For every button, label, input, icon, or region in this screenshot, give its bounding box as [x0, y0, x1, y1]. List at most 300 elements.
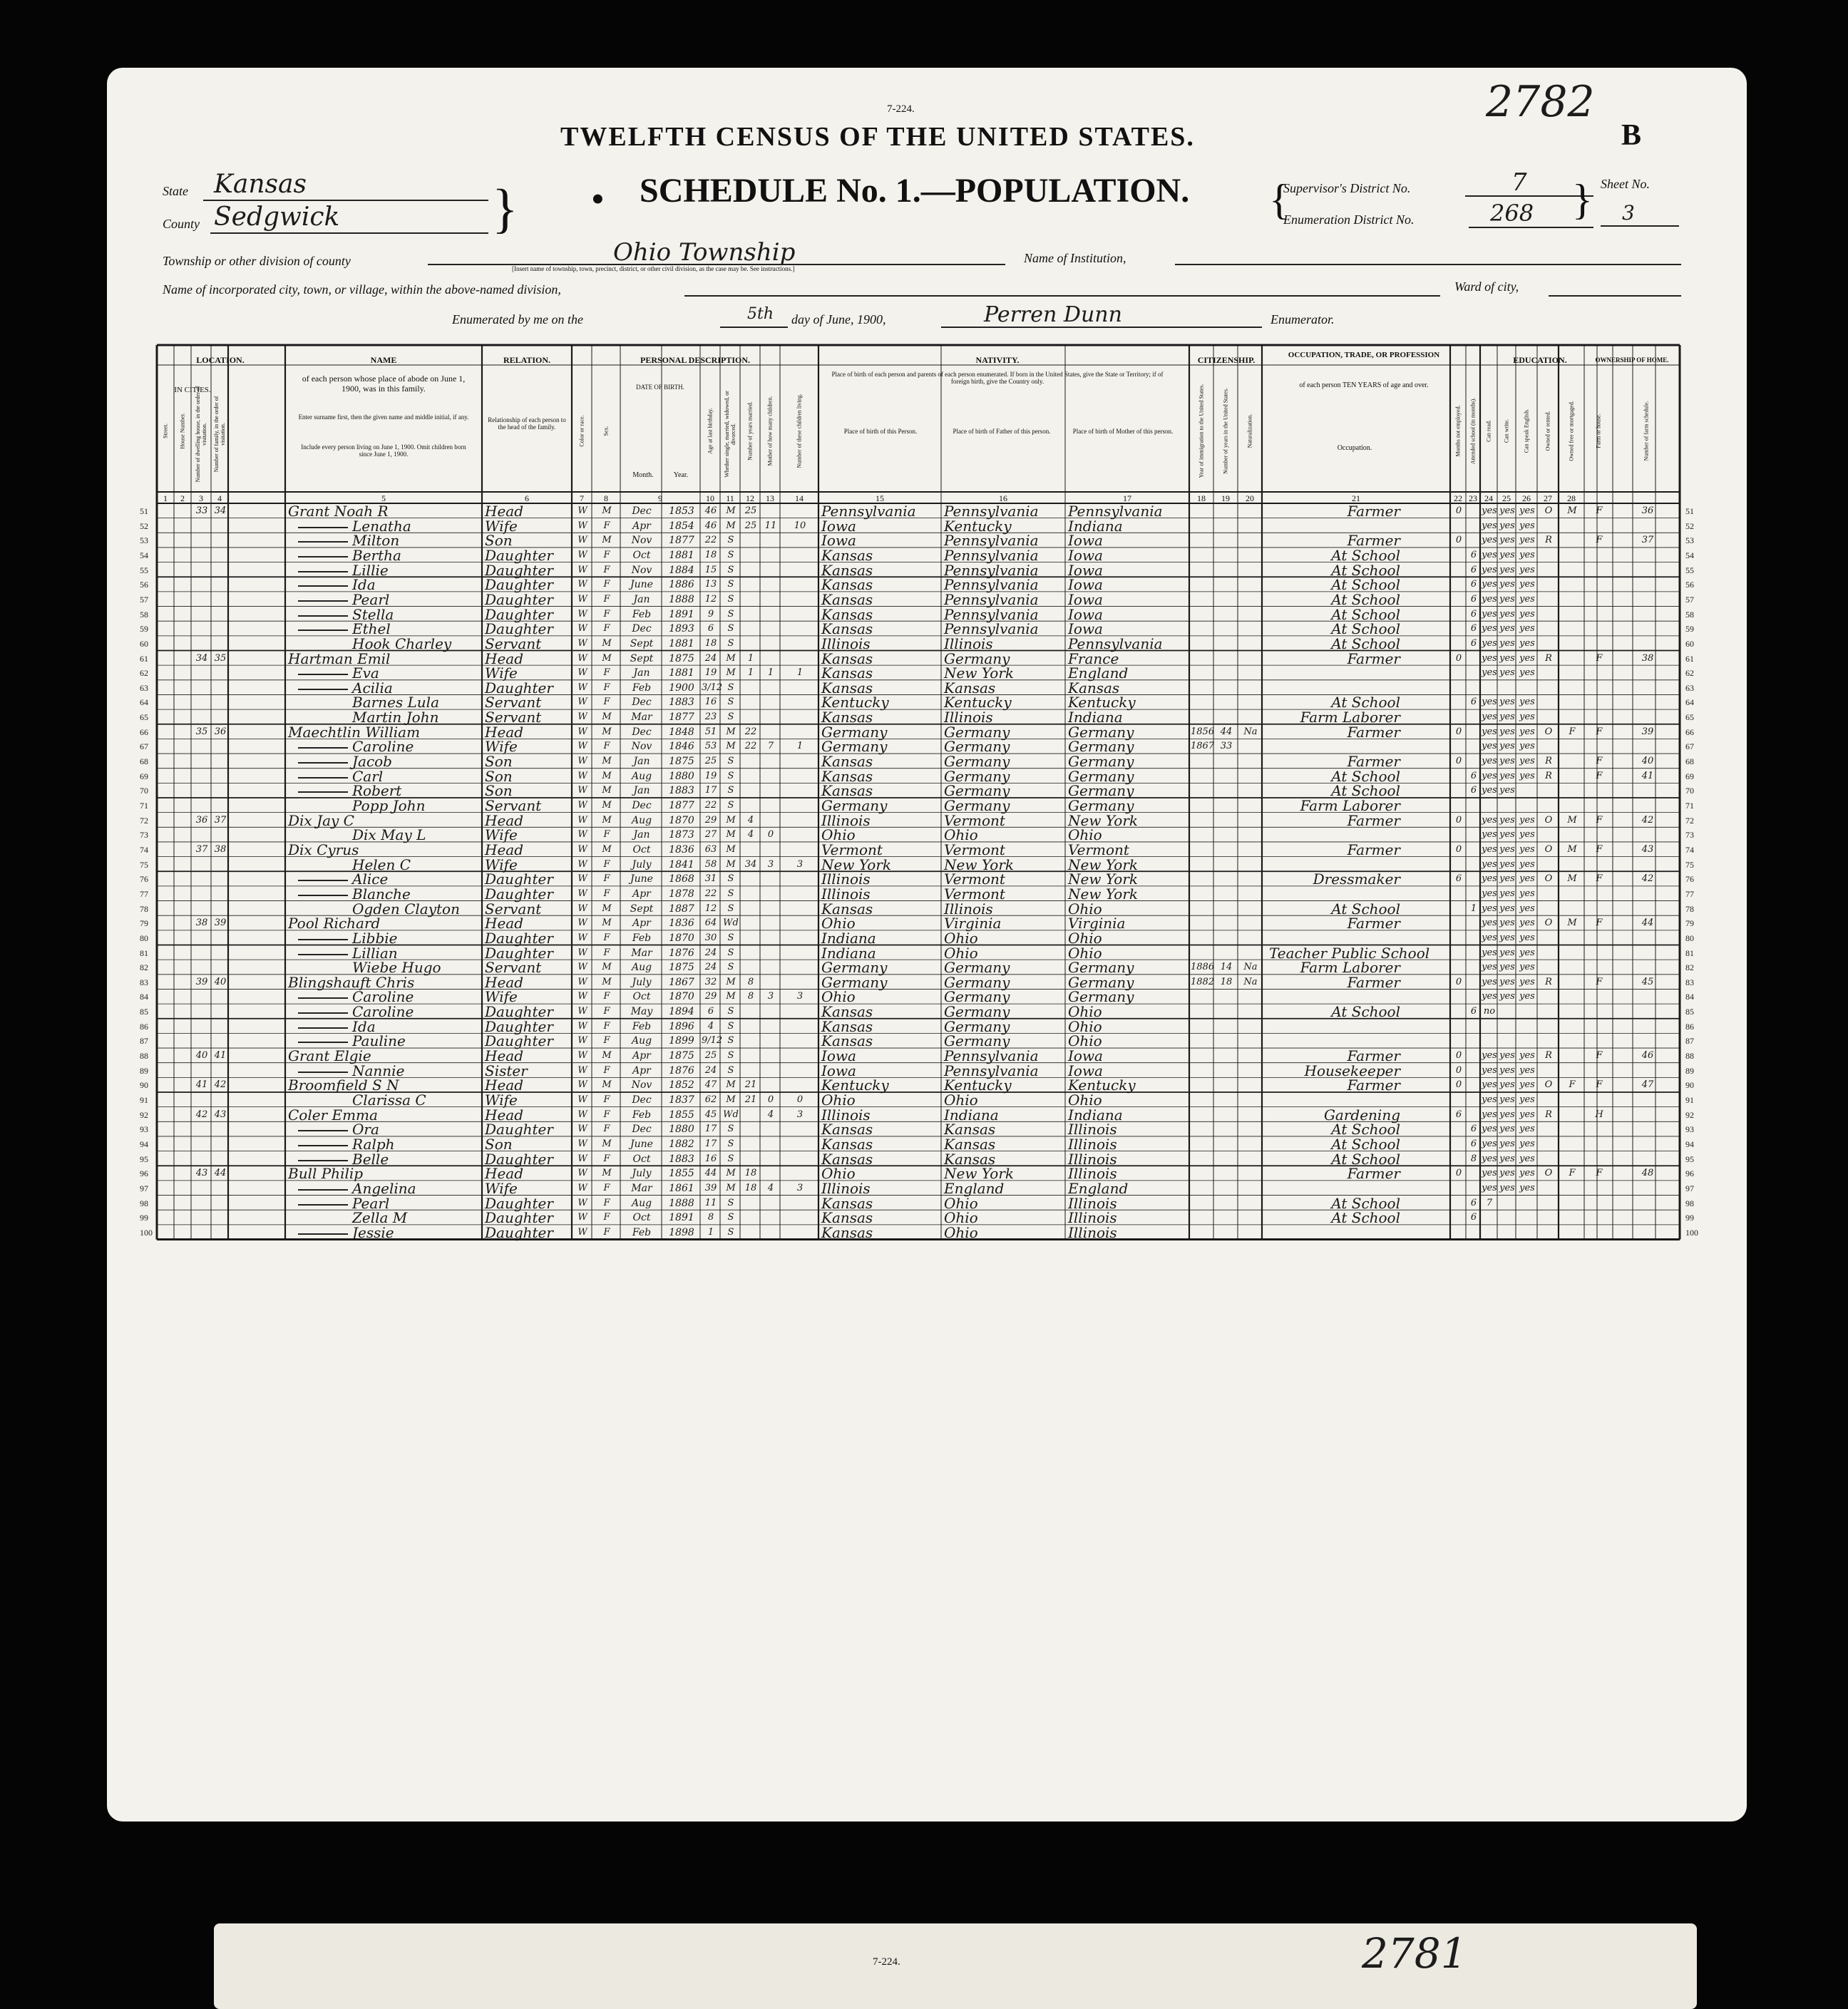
cell-birth-mother: Ohio — [1068, 1091, 1102, 1109]
cell-dwelling: 37 — [195, 843, 208, 855]
cell-living: 3 — [796, 991, 804, 1002]
cell-color: W — [578, 1020, 587, 1032]
cell-sex: F — [603, 888, 610, 899]
line-number-right: 100 — [1685, 1227, 1698, 1238]
line-number-right: 53 — [1685, 535, 1694, 546]
continuation-dash — [298, 1012, 348, 1014]
cell-sex: F — [603, 991, 610, 1002]
cell-year: 1883 — [669, 1153, 694, 1165]
column-number: 2 — [180, 493, 185, 503]
cell-birth-father: New York — [944, 856, 1014, 873]
cell-relation: Wife — [485, 988, 518, 1006]
cell-read: yes — [1482, 873, 1497, 885]
cell-read: yes — [1482, 918, 1497, 929]
cell-immig: 1886 — [1191, 962, 1215, 973]
line-number-right: 72 — [1685, 815, 1694, 826]
cell-year: 1836 — [669, 918, 694, 930]
cell-dwelling: 33 — [195, 505, 208, 516]
cell-yrs-married: 21 — [744, 1094, 757, 1105]
cell-name: Blingshauft Chris — [288, 973, 415, 991]
cell-relation: Son — [485, 1135, 513, 1153]
column-number: 17 — [1123, 493, 1131, 503]
cell-birth-father: Pennsylvania — [944, 620, 1039, 638]
line-number-right: 89 — [1685, 1065, 1694, 1076]
cell-occupation: At School — [1331, 1209, 1400, 1227]
cell-month: Jan — [633, 756, 650, 768]
line-number-right: 78 — [1685, 903, 1694, 914]
cell-age: 3/12 — [702, 682, 723, 693]
township-note: [Insert name of township, town, precinct, district, or other civil division, as the case may be. See instructions.] — [512, 265, 795, 272]
state-label: State — [163, 184, 188, 198]
cell-sex: F — [603, 873, 610, 885]
cell-marital: S — [727, 770, 734, 781]
cell-farm: F — [1596, 652, 1603, 664]
cell-year: 1877 — [669, 800, 694, 811]
line-number-left: 83 — [140, 977, 148, 987]
cell-age: 22 — [704, 888, 717, 899]
cell-own: O — [1544, 918, 1553, 929]
cell-sex: M — [602, 1138, 612, 1149]
col-header-marital: Whether single, married, widowed, or divorced. — [724, 391, 736, 478]
cell-birth-person: Kansas — [821, 620, 873, 638]
cell-year: 1876 — [669, 1064, 694, 1077]
cell-year: 1893 — [669, 623, 694, 635]
cell-children: 11 — [764, 520, 777, 531]
continuation-dash — [298, 585, 348, 587]
cell-birth-mother: Iowa — [1068, 561, 1103, 579]
cell-marital: S — [727, 1006, 734, 1017]
cell-speak: yes — [1519, 593, 1535, 605]
cell-write: yes — [1499, 593, 1515, 605]
cell-birth-mother: Illinois — [1068, 1150, 1117, 1168]
column-number: 5 — [381, 493, 386, 503]
cell-birth-mother: Pennsylvania — [1068, 503, 1163, 520]
cell-sex: M — [602, 652, 612, 664]
cell-year: 1836 — [669, 843, 694, 856]
cell-color: W — [578, 623, 587, 634]
cell-birth-person: Kansas — [821, 782, 873, 800]
cell-relation: Head — [485, 1047, 524, 1065]
cell-sched: 44 — [1641, 918, 1654, 929]
line-number-left: 100 — [140, 1227, 153, 1238]
cell-sex: F — [603, 564, 610, 575]
cell-age: 17 — [704, 785, 717, 796]
column-number: 19 — [1221, 493, 1230, 503]
cell-own: R — [1545, 770, 1552, 781]
cell-birth-mother: New York — [1068, 811, 1138, 829]
cell-birth-mother: Germany — [1068, 753, 1134, 771]
cell-month: Oct — [632, 1153, 651, 1165]
line-number-left: 52 — [140, 520, 148, 531]
cell-living: 1 — [796, 741, 804, 752]
cell-month: June — [630, 1138, 653, 1150]
cell-year: 1848 — [669, 726, 694, 738]
cell-name: Lillie — [352, 561, 389, 579]
continuation-dash — [298, 1145, 348, 1146]
cell-birth-mother: Germany — [1068, 767, 1134, 785]
line-number-left: 89 — [140, 1065, 148, 1076]
cell-birth-father: Kansas — [944, 679, 996, 697]
cell-birth-person: Ohio — [821, 1091, 856, 1109]
cell-mort: M — [1567, 843, 1577, 855]
cell-school: 8 — [1470, 1153, 1477, 1164]
cell-own: O — [1544, 814, 1553, 826]
cell-marital: M — [726, 843, 736, 855]
cell-dwelling: 40 — [195, 1050, 208, 1062]
cell-birth-person: Illinois — [821, 634, 871, 652]
cell-yrs-married: 22 — [744, 726, 757, 737]
cell-marital: M — [726, 1168, 736, 1179]
cell-birth-mother: Kentucky — [1068, 1077, 1136, 1094]
cell-birth-father: Ohio — [944, 929, 978, 947]
cell-farm: F — [1596, 1079, 1603, 1091]
line-number-right: 79 — [1685, 918, 1694, 929]
group-location: LOCATION. — [196, 355, 245, 365]
cell-marital: S — [727, 1226, 734, 1238]
cell-month: Dec — [632, 800, 652, 811]
cell-write: yes — [1499, 579, 1515, 590]
cell-marital: M — [726, 726, 736, 737]
cell-birth-person: Ohio — [821, 1165, 856, 1183]
line-number-right: 91 — [1685, 1095, 1694, 1105]
cell-relation: Head — [485, 649, 524, 667]
group-occupation: OCCUPATION, TRADE, OR PROFESSION — [1288, 351, 1440, 359]
cell-speak: yes — [1519, 947, 1535, 958]
cell-birth-person: Kansas — [821, 649, 873, 667]
cell-color: W — [578, 549, 587, 560]
cell-mort: M — [1567, 814, 1577, 826]
township-value: Ohio Township — [613, 238, 796, 267]
cell-year: 1873 — [669, 829, 694, 841]
cell-yrs-married: 8 — [747, 991, 754, 1002]
cell-sex: F — [603, 1124, 610, 1135]
cell-occupation: At School — [1331, 1194, 1400, 1212]
cell-relation: Daughter — [485, 1121, 553, 1139]
cell-sched: 45 — [1641, 976, 1654, 987]
cell-birth-father: Ohio — [944, 1091, 978, 1109]
cell-speak: yes — [1519, 535, 1535, 546]
cell-year: 1875 — [669, 756, 694, 768]
cell-month: July — [632, 976, 652, 988]
cell-sex: M — [602, 814, 612, 826]
cell-age: 32 — [704, 976, 717, 987]
line-number-right: 88 — [1685, 1051, 1694, 1062]
line-number-left: 81 — [140, 947, 148, 958]
cell-name: Jessie — [352, 1223, 394, 1241]
cell-color: W — [578, 535, 587, 546]
col-header-free-mortgaged: Owned free or mortgaged. — [1568, 401, 1575, 461]
cell-read: yes — [1482, 549, 1497, 560]
cell-write: yes — [1499, 785, 1515, 796]
column-number: 12 — [746, 493, 754, 503]
cell-unemp: 0 — [1455, 505, 1462, 516]
cell-month: Aug — [631, 770, 652, 782]
column-number: 27 — [1544, 493, 1552, 503]
cell-occupation: At School — [1331, 546, 1400, 564]
cell-write: yes — [1499, 1109, 1515, 1120]
cell-unemp: 0 — [1455, 756, 1462, 767]
cell-birth-father: Germany — [944, 753, 1010, 771]
enumerator-label: Enumerator. — [1270, 312, 1335, 327]
cell-living: 3 — [796, 1182, 804, 1193]
cell-month: Sept — [630, 637, 654, 649]
cell-month: Apr — [632, 1050, 651, 1062]
cell-school: 6 — [1470, 637, 1477, 649]
cell-read: yes — [1482, 711, 1497, 723]
cell-write: yes — [1499, 1079, 1515, 1091]
cell-month: Dec — [632, 726, 652, 738]
cell-birth-father: Ohio — [944, 1194, 978, 1212]
line-number-right: 52 — [1685, 520, 1694, 531]
cell-birth-person: Kansas — [821, 679, 873, 697]
cell-year: 1887 — [669, 903, 694, 915]
cell-birth-father: Pennsylvania — [944, 1047, 1039, 1065]
cell-year: 1870 — [669, 991, 694, 1003]
line-number-left: 67 — [140, 741, 148, 752]
cell-age: 24 — [704, 962, 717, 973]
line-number-right: 63 — [1685, 682, 1694, 693]
cell-read: yes — [1482, 1109, 1497, 1120]
cell-dwelling: 35 — [195, 726, 208, 737]
cell-farm: F — [1596, 873, 1603, 885]
cell-marital: S — [727, 1197, 734, 1208]
cell-occupation: Farm Laborer — [1300, 709, 1400, 726]
cell-name: Bertha — [352, 546, 401, 564]
cell-sched: 48 — [1641, 1168, 1654, 1179]
institution-label: Name of Institution, — [1024, 251, 1126, 265]
cell-month: Apr — [632, 520, 651, 532]
column-number: 9 — [658, 493, 662, 503]
cell-birth-person: Iowa — [821, 517, 856, 535]
column-number: 14 — [795, 493, 804, 503]
cell-name: Pearl — [352, 1194, 390, 1212]
cell-age: 22 — [704, 535, 717, 546]
cell-name: Alice — [352, 870, 389, 888]
cell-marital: S — [727, 579, 734, 590]
col-month: Month. — [632, 471, 654, 479]
cell-sex: M — [602, 505, 612, 516]
col-header-immigration: Year of immigration to the United States. — [1198, 384, 1205, 478]
line-number-left: 94 — [140, 1139, 148, 1149]
col-header-can-read: Can read. — [1485, 420, 1492, 442]
cell-year: 1846 — [669, 741, 694, 753]
cell-birth-mother: Iowa — [1068, 576, 1103, 594]
cell-month: Dec — [632, 623, 652, 635]
cell-age: 9/12 — [702, 1035, 723, 1047]
cell-yrs-us: 33 — [1220, 741, 1233, 752]
cell-speak: yes — [1519, 858, 1535, 870]
cell-birth-father: Germany — [944, 649, 1010, 667]
continuation-dash — [298, 954, 348, 955]
cell-farm: H — [1595, 1109, 1603, 1120]
cell-name: Nannie — [352, 1062, 405, 1079]
cell-month: July — [632, 1168, 652, 1180]
cell-age: 46 — [704, 520, 717, 531]
line-number-left: 63 — [140, 682, 148, 693]
cell-birth-mother: Illinois — [1068, 1165, 1117, 1183]
column-number: 23 — [1469, 493, 1477, 503]
line-number-left: 68 — [140, 756, 148, 767]
cell-write: yes — [1499, 1153, 1515, 1164]
cell-birth-person: Ohio — [821, 826, 856, 844]
enumerated-label: Enumerated by me on the — [452, 312, 583, 327]
cell-occupation: Farmer — [1347, 532, 1400, 550]
line-number-right: 61 — [1685, 653, 1694, 664]
cell-birth-person: Kansas — [821, 767, 873, 785]
cell-speak: yes — [1519, 564, 1535, 575]
cell-read: yes — [1482, 1064, 1497, 1076]
cell-sex: F — [603, 858, 610, 870]
column-number: 20 — [1246, 493, 1254, 503]
cell-dwelling: 34 — [195, 652, 208, 664]
continuation-dash — [298, 1233, 348, 1235]
cell-dwelling: 39 — [195, 976, 208, 987]
cell-year: 1867 — [669, 976, 694, 988]
cell-birth-person: Iowa — [821, 1062, 856, 1079]
cell-sched: 42 — [1641, 873, 1654, 885]
cell-relation: Sister — [485, 1062, 528, 1079]
cell-month: Apr — [632, 888, 651, 900]
cell-age: 64 — [704, 918, 717, 929]
cell-sex: M — [602, 770, 612, 781]
cell-color: W — [578, 1226, 587, 1238]
cell-sched: 47 — [1641, 1079, 1654, 1091]
cell-year: 1883 — [669, 697, 694, 709]
cell-family: 44 — [214, 1168, 227, 1179]
cell-month: Jan — [633, 785, 650, 797]
col-header-attended-school: Attended school (in months). — [1469, 397, 1477, 465]
cell-speak: yes — [1519, 1153, 1535, 1164]
cell-relation: Son — [485, 782, 513, 800]
continuation-dash — [298, 615, 348, 617]
cell-dwelling: 43 — [195, 1168, 208, 1179]
cell-children: 0 — [767, 1094, 774, 1105]
cell-write: yes — [1499, 667, 1515, 679]
column-number: 10 — [706, 493, 714, 503]
cell-birth-person: Germany — [821, 723, 888, 741]
cell-birth-mother: Ohio — [1068, 1032, 1102, 1050]
cell-speak: yes — [1519, 976, 1535, 987]
cell-color: W — [578, 1109, 587, 1120]
cell-write: yes — [1499, 505, 1515, 516]
cell-year: 1891 — [669, 1212, 694, 1224]
cell-birth-person: Kansas — [821, 1121, 873, 1139]
cell-write: yes — [1499, 520, 1515, 531]
cell-speak: yes — [1519, 829, 1535, 841]
cell-birth-mother: Iowa — [1068, 532, 1103, 550]
cell-birth-father: Pennsylvania — [944, 576, 1039, 594]
cell-relation: Servant — [485, 634, 542, 652]
cell-marital: M — [726, 976, 736, 987]
cell-natz: Na — [1243, 976, 1258, 987]
cell-birth-person: Kentucky — [821, 694, 889, 711]
line-number-left: 95 — [140, 1153, 148, 1164]
line-number-left: 87 — [140, 1036, 148, 1047]
cell-write: yes — [1499, 1168, 1515, 1179]
cell-speak: yes — [1519, 608, 1535, 620]
supervisor-label: Supervisor's District No. — [1283, 181, 1411, 195]
cell-color: W — [578, 1153, 587, 1164]
line-number-left: 82 — [140, 962, 148, 973]
cell-year: 1877 — [669, 535, 694, 547]
cell-birth-person: Kansas — [821, 753, 873, 771]
cell-relation: Daughter — [485, 605, 553, 623]
cell-birth-father: Kentucky — [944, 1077, 1012, 1094]
cell-farm: F — [1596, 1168, 1603, 1179]
cell-color: W — [578, 785, 587, 796]
cell-year: 1894 — [669, 1006, 694, 1018]
cell-yrs-us: 44 — [1220, 726, 1233, 737]
cell-speak: yes — [1519, 1094, 1535, 1105]
cell-own: R — [1545, 976, 1552, 987]
cell-name: Ralph — [352, 1135, 395, 1153]
cell-birth-person: Ohio — [821, 988, 856, 1006]
cell-birth-mother: New York — [1068, 885, 1138, 903]
cell-birth-father: New York — [944, 664, 1014, 682]
cell-relation: Servant — [485, 959, 542, 977]
cell-year: 1882 — [669, 1138, 694, 1150]
column-number: 18 — [1197, 493, 1206, 503]
line-number-right: 62 — [1685, 668, 1694, 679]
cell-speak: yes — [1519, 711, 1535, 723]
cell-family: 35 — [214, 652, 227, 664]
column-number: 21 — [1352, 493, 1360, 503]
cell-marital: M — [726, 1182, 736, 1193]
cell-read: yes — [1482, 726, 1497, 737]
column-number: 7 — [580, 493, 584, 503]
cell-read: yes — [1482, 623, 1497, 634]
cell-color: W — [578, 1212, 587, 1223]
cell-occupation: Farmer — [1347, 1165, 1400, 1183]
cell-natz: Na — [1243, 726, 1258, 737]
cell-unemp: 0 — [1455, 726, 1462, 737]
cell-month: Sept — [630, 652, 654, 664]
cell-year: 1884 — [669, 564, 694, 576]
cell-write: yes — [1499, 962, 1515, 973]
cell-write: yes — [1499, 903, 1515, 914]
cell-sex: M — [602, 726, 612, 737]
cell-month: Feb — [632, 1020, 652, 1032]
cell-color: W — [578, 1064, 587, 1076]
cell-year: 1898 — [669, 1226, 694, 1238]
cell-school: 6 — [1470, 1212, 1477, 1223]
line-number-left: 91 — [140, 1095, 148, 1105]
cell-name: Bull Philip — [288, 1165, 364, 1183]
cell-relation: Servant — [485, 797, 542, 814]
col-birth-person: Place of birth of this Person. — [843, 428, 918, 435]
cell-sex: F — [603, 1153, 610, 1164]
line-number-right: 66 — [1685, 726, 1694, 737]
cell-birth-person: New York — [821, 856, 891, 873]
column-number: 8 — [604, 493, 608, 503]
cell-birth-mother: Germany — [1068, 959, 1134, 977]
cell-birth-father: Germany — [944, 1032, 1010, 1050]
column-number: 24 — [1484, 493, 1493, 503]
cell-birth-person: Kansas — [821, 1150, 873, 1168]
line-number-right: 75 — [1685, 859, 1694, 870]
cell-read: yes — [1482, 903, 1497, 914]
col-header-mother-of: Mother of how many children. — [766, 396, 774, 466]
cell-speak: yes — [1519, 741, 1535, 752]
cell-birth-mother: Indiana — [1068, 517, 1123, 535]
enumeration-label: Enumeration District No. — [1283, 212, 1415, 227]
cell-speak: yes — [1519, 637, 1535, 649]
cell-immig: 1867 — [1191, 741, 1215, 752]
cell-read: yes — [1482, 505, 1497, 516]
cell-children: 3 — [767, 858, 774, 870]
cell-sex: F — [603, 1212, 610, 1223]
cell-relation: Daughter — [485, 590, 553, 608]
